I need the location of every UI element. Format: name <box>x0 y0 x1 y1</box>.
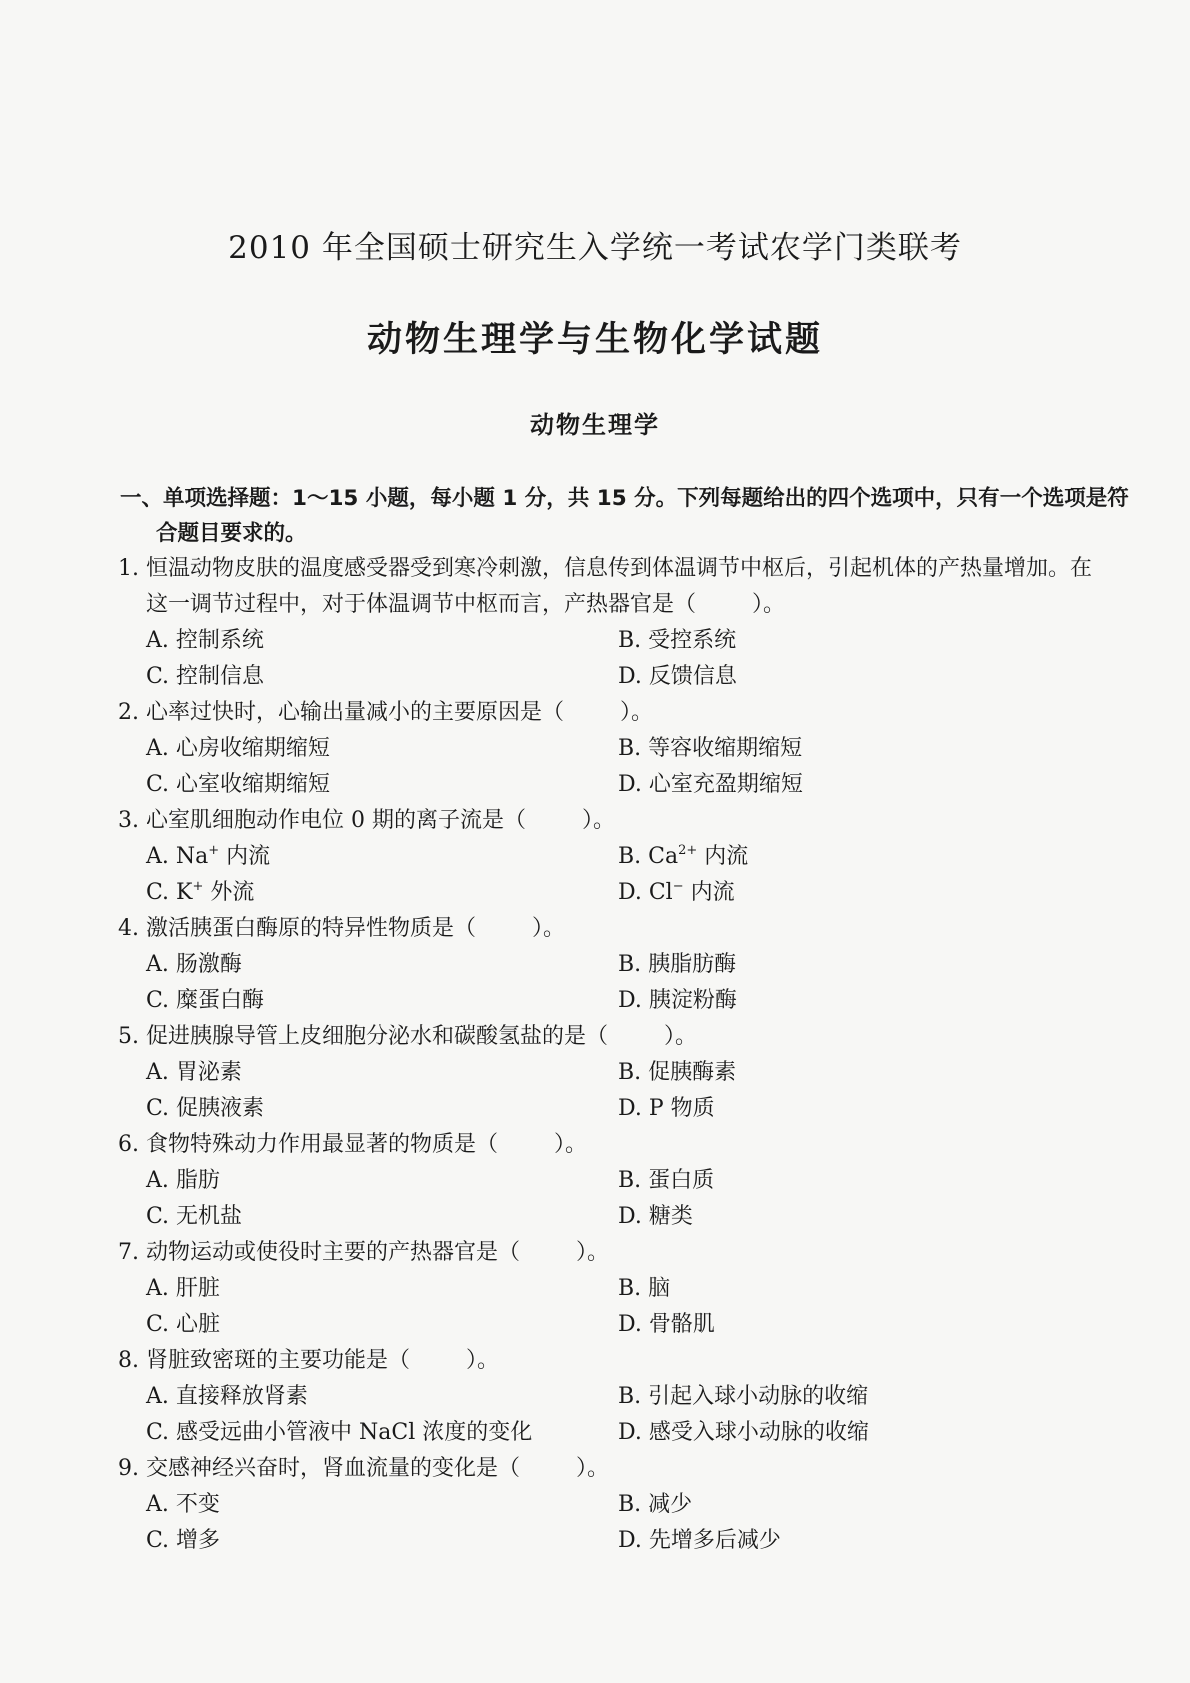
option-a: A. 控制系统 <box>146 628 264 653</box>
option-b: B. 促胰酶素 <box>618 1060 737 1085</box>
stem-end: ）。 <box>532 916 566 941</box>
question-stem <box>118 1451 1108 1487</box>
option-a <box>146 839 618 875</box>
option-a-charge: + <box>208 843 220 858</box>
stem-text: 5. 促进胰腺导管上皮细胞分泌水和碳酸氢盐的是（ <box>118 1024 608 1049</box>
question-stem <box>118 803 1108 839</box>
option-a: A. 不变 <box>146 1492 220 1517</box>
question-6 <box>118 1127 1108 1235</box>
options <box>118 1163 1108 1235</box>
option-a: A. 肝脏 <box>146 1276 220 1301</box>
stem-text: 1. 恒温动物皮肤的温度感受器受到寒冷刺激，信息传到体温调节中枢后，引起机体的产热量增加。在这一调节过程中，对于体温调节中枢而言，产热器官是（ <box>118 556 1092 617</box>
question-3 <box>118 803 1108 911</box>
stem-end: ）。 <box>465 1348 499 1373</box>
question-stem <box>118 911 1108 947</box>
stem-text: 2. 心率过快时，心输出量减小的主要原因是（ <box>118 700 564 725</box>
stem-text: 7. 动物运动或使役时主要的产热器官是（ <box>118 1240 520 1265</box>
stem-text: 8. 肾脏致密斑的主要功能是（ <box>118 1348 410 1373</box>
option-a: A. 肠激酶 <box>146 952 242 977</box>
option-b: B. 等容收缩期缩短 <box>618 736 803 761</box>
stem-text: 6. 食物特殊动力作用最显著的物质是（ <box>118 1132 498 1157</box>
question-9 <box>118 1451 1108 1559</box>
stem-text: 9. 交感神经兴奋时，肾血流量的变化是（ <box>118 1456 520 1481</box>
stem-end: ）。 <box>664 1024 698 1049</box>
stem-end: ）。 <box>581 808 615 833</box>
question-stem <box>118 1019 1108 1055</box>
stem-end: ）。 <box>554 1132 588 1157</box>
option-c <box>146 875 618 911</box>
option-c: C. 增多 <box>146 1528 221 1553</box>
option-c-prefix: C. K <box>146 880 193 905</box>
option-c: C. 无机盐 <box>146 1204 243 1229</box>
option-d: D. 感受入球小动脉的收缩 <box>618 1420 869 1445</box>
option-d: D. 先增多后减少 <box>618 1528 781 1553</box>
option-a: A. 直接释放肾素 <box>146 1384 308 1409</box>
option-b: B. 引起入球小动脉的收缩 <box>618 1384 869 1409</box>
part-one-heading: 一、单项选择题：1～15 小题，每小题 1 分，共 15 分。下列每题给出的四个选项中，只有一个选项是符合题目要求的。 <box>120 486 1129 546</box>
options <box>118 1379 1108 1451</box>
option-b: B. 脑 <box>618 1276 671 1301</box>
question-stem <box>118 1235 1108 1271</box>
options <box>118 623 1108 695</box>
option-d-charge: − <box>672 879 684 894</box>
question-7 <box>118 1235 1108 1343</box>
question-2 <box>118 695 1108 803</box>
question-5 <box>118 1019 1108 1127</box>
section-title: 动物生理学 <box>530 411 660 439</box>
question-list <box>118 551 1108 1559</box>
option-c-suffix: 外流 <box>203 880 255 905</box>
option-d: D. P 物质 <box>618 1096 715 1121</box>
option-c-charge: + <box>192 879 204 894</box>
option-c: C. 促胰液素 <box>146 1096 265 1121</box>
question-stem <box>118 1343 1108 1379</box>
option-d-suffix: 内流 <box>683 880 735 905</box>
options <box>118 1055 1108 1127</box>
option-a: A. 心房收缩期缩短 <box>146 736 330 761</box>
question-4 <box>118 911 1108 1019</box>
options <box>118 1487 1108 1559</box>
option-d: D. 反馈信息 <box>618 664 737 689</box>
options <box>118 731 1108 803</box>
exam-title: 2010 年全国硕士研究生入学统一考试农学门类联考 <box>228 230 962 266</box>
stem-end: ）。 <box>576 1456 610 1481</box>
option-a: A. 脂肪 <box>146 1168 220 1193</box>
option-d-prefix: D. Cl <box>618 880 673 905</box>
option-b <box>618 839 1078 875</box>
question-stem <box>118 695 1108 731</box>
option-d: D. 骨骼肌 <box>618 1312 715 1337</box>
question-8 <box>118 1343 1108 1451</box>
option-d: D. 心室充盈期缩短 <box>618 772 803 797</box>
option-d: D. 糖类 <box>618 1204 693 1229</box>
stem-end: ）。 <box>620 700 654 725</box>
option-b: B. 胰脂肪酶 <box>618 952 737 977</box>
option-b: B. 蛋白质 <box>618 1168 715 1193</box>
paper-title: 动物生理学与生物化学试题 <box>366 320 823 360</box>
options <box>118 1271 1108 1343</box>
stem-text: 3. 心室肌细胞动作电位 0 期的离子流是（ <box>118 808 526 833</box>
option-c: C. 感受远曲小管液中 NaCl 浓度的变化 <box>146 1420 533 1445</box>
option-a-prefix: A. Na <box>146 844 209 869</box>
question-stem <box>118 1127 1108 1163</box>
option-c: C. 心脏 <box>146 1312 221 1337</box>
option-b-suffix: 内流 <box>697 844 749 869</box>
option-a: A. 胃泌素 <box>146 1060 242 1085</box>
option-c: C. 糜蛋白酶 <box>146 988 265 1013</box>
option-b: B. 减少 <box>618 1492 693 1517</box>
stem-end: ）。 <box>752 592 786 617</box>
option-a-suffix: 内流 <box>219 844 271 869</box>
question-stem <box>118 551 1108 623</box>
question-1 <box>118 551 1108 695</box>
stem-text: 4. 激活胰蛋白酶原的特异性物质是（ <box>118 916 476 941</box>
options <box>118 947 1108 1019</box>
option-b-prefix: B. Ca <box>618 844 679 869</box>
option-d: D. 胰淀粉酶 <box>618 988 737 1013</box>
option-c: C. 控制信息 <box>146 664 265 689</box>
stem-end: ）。 <box>576 1240 610 1265</box>
option-b: B. 受控系统 <box>618 628 737 653</box>
option-c: C. 心室收缩期缩短 <box>146 772 331 797</box>
option-d <box>618 875 1078 911</box>
options <box>118 839 1108 911</box>
option-b-charge: 2+ <box>678 843 698 858</box>
